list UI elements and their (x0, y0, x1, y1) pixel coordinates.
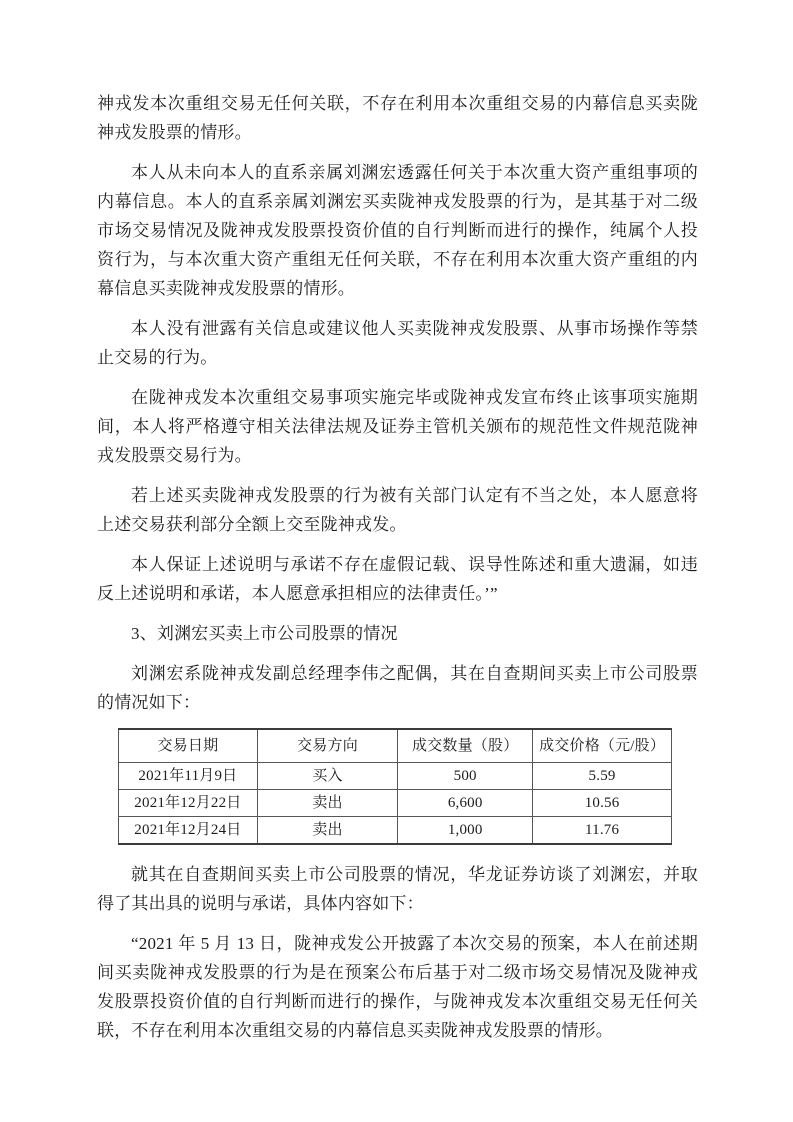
cell-volume: 500 (398, 763, 533, 790)
cell-trade-direction: 买入 (257, 763, 397, 790)
cell-trade-date: 2021年11月9日 (119, 763, 258, 790)
body-paragraph: 在陇神戎发本次重组交易事项实施完毕或陇神戎发宣布终止该事项实施期间，本人将严格遵守相关法律法规及证券主管机关颁布的规范性文件规范陇神戎发股票交易行为。 (97, 388, 698, 465)
body-paragraph: 本人从未向本人的直系亲属刘渊宏透露任何关于本次重大资产重组事项的内幕信息。本人的直系亲属刘渊宏买卖陇神戎发股票的行为，是其基于对二级市场交易情况及陇神戎发股票投资价值的自行判断而进行的操作，纯属个人投资行为，与本次重大资产重组无任何关联，不存在利用本次重大资产重组的内幕信息买卖陇神戎发股票的情形。 (97, 163, 698, 298)
body-paragraph: “2021 年 5 月 13 日，陇神戎发公开披露了本次交易的预案，本人在前述期间买卖陇神戎发股票的行为是在预案公布后基于对二级市场交易情况及陇神戎发股票投资价值的自行判断而进行的操作，与陇神戎发本次重组交易无任何关联，不存在利用本次重组交易的内幕信息买卖陇神戎发股票的情形。 (97, 934, 698, 1040)
cell-price: 5.59 (533, 763, 672, 790)
cell-volume: 6,600 (398, 790, 533, 817)
table-header-volume: 成交数量（股） (398, 729, 533, 763)
body-paragraph: 就其在自查期间买卖上市公司股票的情况，华龙证券访谈了刘渊宏，并取得了其出具的说明与承诺，具体内容如下： (97, 865, 698, 913)
section-heading: 3、刘渊宏买卖上市公司股票的情况 (131, 624, 398, 643)
table-header-trade-direction: 交易方向 (257, 729, 397, 763)
cell-volume: 1,000 (398, 817, 533, 845)
body-paragraph: 本人没有泄露有关信息或建议他人买卖陇神戎发股票、从事市场操作等禁止交易的行为。 (97, 319, 698, 367)
table-row (119, 763, 672, 790)
cell-trade-direction: 卖出 (257, 817, 397, 845)
body-paragraph-continuation: 神戎发本次重组交易无任何关联，不存在利用本次重组交易的内幕信息买卖陇神戎发股票的情形。 (97, 94, 698, 142)
cell-trade-direction: 卖出 (257, 790, 397, 817)
cell-price: 11.76 (533, 817, 672, 845)
stock-trade-table (118, 728, 672, 845)
page-content (97, 89, 698, 1056)
table-row (119, 817, 672, 845)
body-paragraph: 本人保证上述说明与承诺不存在虚假记载、误导性陈述和重大遗漏，如违反上述说明和承诺，本人愿意承担相应的法律责任。’” (97, 555, 698, 603)
table-header-price: 成交价格（元/股） (533, 729, 672, 763)
cell-trade-date: 2021年12月22日 (119, 790, 258, 817)
body-paragraph: 若上述买卖陇神戎发股票的行为被有关部门认定有不当之处，本人愿意将上述交易获利部分全额上交至陇神戎发。 (97, 486, 698, 534)
table-row (119, 790, 672, 817)
cell-price: 10.56 (533, 790, 672, 817)
table-header-trade-date: 交易日期 (119, 729, 258, 763)
table-header-row (119, 729, 672, 763)
cell-trade-date: 2021年12月24日 (119, 817, 258, 845)
table-intro-paragraph: 刘渊宏系陇神戎发副总经理李伟之配偶，其在自查期间买卖上市公司股票的情况如下： (97, 664, 698, 712)
